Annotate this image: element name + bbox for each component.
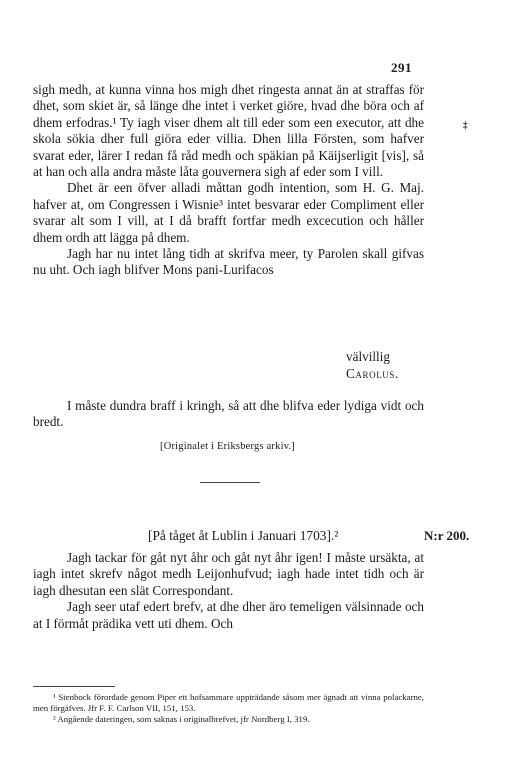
paragraph: Jagh tackar för gåt nyt åhr och gåt nyt åhr igen! I måste ursäkta, at iagh intet skrefv något medh Leijonhufvud; iagh hade intet tidh och är iagh dhesutan een slät Correspondant.	[33, 550, 424, 598]
paragraph: sigh medh, at kunna vinna hos migh dhet ringesta annat än at straffas för dhet, som skiet är, så länge dhe intet i verket giöre, hvad dhe böra och af dhem erfodras.¹ Ty iagh viser dhem alt till eder som een executor, att dhe skola sökia dher full giöra eder villia. Dhen lilla Försten, som hafver svarat eder, lärer I redan få råd medh och späkian på Käijserligit [vis], så at han och alla andra måste låta gouvernera sigh af eder som I vill.	[33, 82, 424, 180]
page-number: 291	[391, 60, 412, 75]
closing-phrase: välvillig	[346, 349, 390, 364]
signature: Carolus.	[346, 366, 399, 381]
letter-number: N:r 200.	[424, 528, 470, 543]
footnote-rule	[33, 686, 115, 687]
source-note: [Originalet i Eriksbergs arkiv.]	[160, 441, 295, 452]
postscript-text: I måste dundra braff i kringh, så att dhe blifva eder lydiga vidt och bredt.	[33, 398, 424, 430]
letter-body	[33, 550, 424, 632]
margin-mark: ‡	[463, 120, 468, 130]
section-separator	[200, 482, 260, 483]
footnote: ² Angående dateringen, som saknas i originalbrefvet, jfr Nordberg I, 319.	[53, 714, 310, 724]
paragraph: Dhet är een öfver alladi måttan godh intention, som H. G. Maj. hafver at, om Congressen i Wisnie³ intet besvarar eder Compliment eller svarar alt som I vill, at I då brafft fortfar medh excecution och håller dhem ordh att lägga på dhem.	[33, 180, 424, 245]
letter-body	[33, 82, 424, 279]
paragraph: Jagh har nu intet lång tidh at skrifva meer, ty Parolen skall gifvas nu uht. Och iagh blifver Mons pani-Lurifacos	[33, 246, 424, 278]
paragraph: Jagh seer utaf edert brefv, at dhe dher äro temeligen välsinnade och at I förmåt prädika vett uti dhem. Och	[33, 599, 424, 631]
postscript	[33, 398, 424, 431]
footnotes	[33, 692, 424, 725]
letter-heading: [På tåget åt Lublin i Januari 1703].²	[148, 528, 339, 543]
footnote: ¹ Stenbock förordade genom Piper ett hofsammare uppträdande såsom mer ägnadt att vinna polackarne, men förgäfves. Jfr F. F. Carlson VII, 151, 153.	[33, 692, 424, 713]
